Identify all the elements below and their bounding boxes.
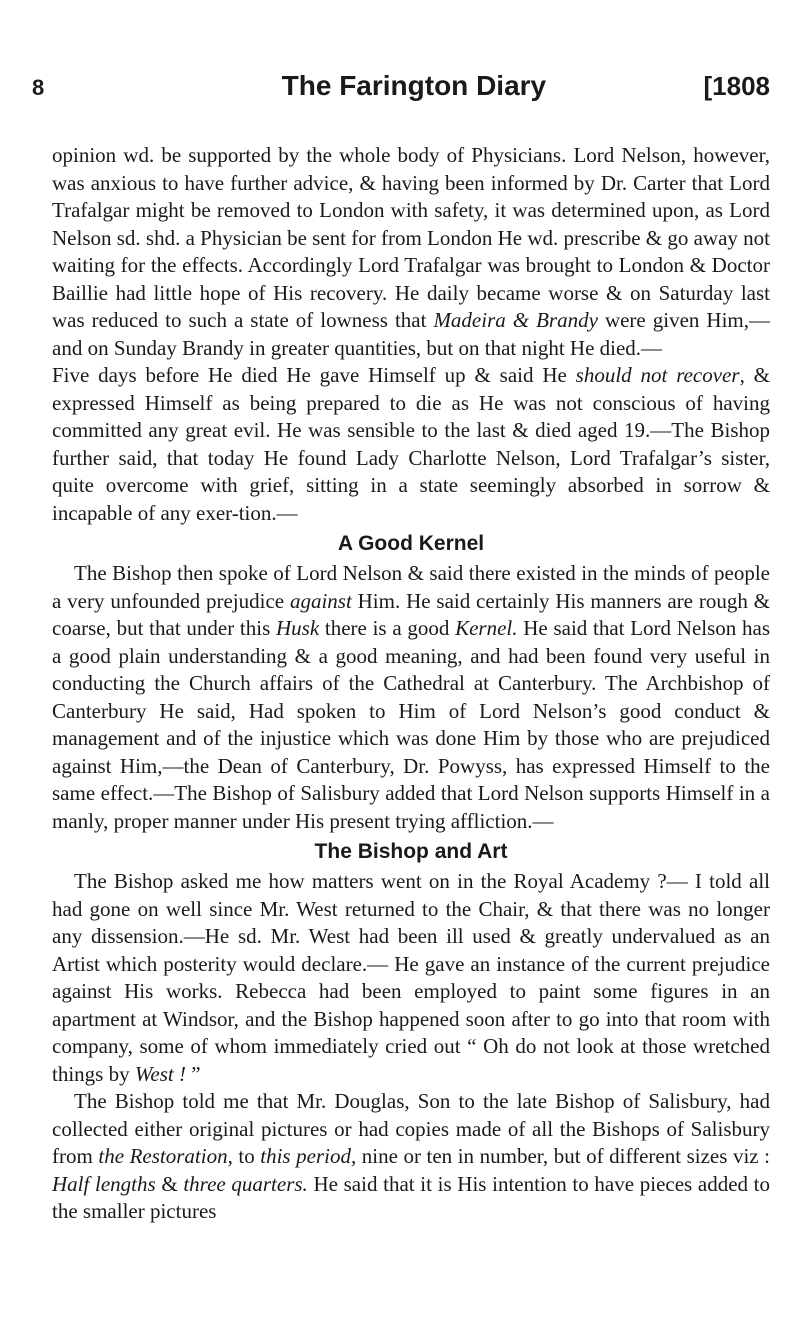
text-run: & bbox=[155, 1171, 184, 1196]
paragraph-2 bbox=[52, 362, 770, 527]
running-head bbox=[32, 70, 770, 110]
year-marker: [1808 bbox=[703, 71, 770, 101]
paragraph-1 bbox=[52, 142, 770, 362]
italic-text: against bbox=[289, 588, 352, 613]
text-run: Five days before He died He gave Himself up & said He bbox=[52, 363, 576, 387]
paragraph-5 bbox=[52, 1088, 770, 1226]
text-run: nine or ten in number, but of different sizes viz : bbox=[356, 1144, 770, 1168]
text-run: He said that Lord Nelson has a good plain understanding & a good meaning, and had been found very useful in conducting the Church affairs of the Cathedral at Canterbury. The Archbishop of Canterbury He said, Had spoken to Him of Lord Nelson’s good conduct & management and of the injustice which was done Him by those who are prejudiced against Him,—the Dean of Canterbury, Dr. Powyss, has expressed Himself to the same effect.—The Bishop of Salisbury added that Lord Nelson supports Himself in a manly, proper manner under His present trying affliction.— bbox=[52, 616, 770, 833]
italic-text: should not recover bbox=[575, 363, 740, 387]
text-run: to bbox=[232, 1144, 261, 1168]
paragraph-4 bbox=[52, 868, 770, 1088]
text-run: Him. He said certainly His manners are rough & coarse, but that under this bbox=[52, 588, 771, 640]
text-run: , & expressed Himself as being prepared to die as He was not conscious of having committed any great evil. He was sensible to the last & died aged 19.—The Bishop further said, that today He found Lady Charlotte Nelson, Lord Trafalgar’s sister, quite overcome with grief, sitting in a state seemingly absorbed in sorrow & incapable of any exer-tion.— bbox=[52, 363, 770, 525]
text-run: ” bbox=[185, 1061, 201, 1086]
italic-text: Half lengths bbox=[52, 1171, 156, 1196]
italic-text: Madeira & Brandy bbox=[433, 308, 598, 332]
italic-text: West ! bbox=[134, 1061, 186, 1086]
italic-text: this period, bbox=[260, 1144, 357, 1168]
text-run: The Bishop told me that Mr. Douglas, Son to the late Bishop of Salisbury, had collected either original pictures or had copies made of all the Bishops of Salisbury from bbox=[52, 1089, 770, 1168]
italic-text: the Restoration, bbox=[98, 1144, 233, 1168]
book-title: The Farington Diary bbox=[281, 70, 547, 101]
book-page bbox=[32, 70, 771, 1226]
paragraph-3 bbox=[52, 560, 770, 835]
text-run: opinion wd. be supported by the whole body of Physicians. Lord Nelson, however, was anxious to have further advice, & having been informed by Dr. Carter that Lord Trafalgar might be removed to London with safety, it was determined upon, as Lord Nelson sd. shd. a Physician be sent for from London He wd. prescribe & go away not waiting for the effects. Accordingly Lord Trafalgar was brought to London & Doctor Baillie had little hope of His recovery. He daily became worse & on Saturday last was reduced to such a state of lowness that bbox=[52, 143, 770, 332]
text-run: were given Him,—and on Sunday Brandy in greater quantities, but on that night He died.— bbox=[52, 308, 770, 360]
text-run: there is a good bbox=[319, 616, 456, 640]
text-run: The Bishop then spoke of Lord Nelson & said there existed in the minds of people a very unfounded prejudice bbox=[52, 561, 770, 613]
italic-text: Kernel. bbox=[455, 616, 518, 640]
section-heading-good-kernel: A Good Kernel bbox=[337, 532, 485, 555]
text-run: He said that it is His intention to have pieces added to the smaller pictures bbox=[52, 1171, 771, 1223]
text-run: The Bishop asked me how matters went on in the Royal Academy ?— I told all had gone on well since Mr. West returned to the Chair, & that there was no longer any dissension.—He sd. Mr. West had been ill used & greatly undervalued as an Artist which posterity would declare.— He gave an instance of the current prejudice against His works. Rebecca had been employed to paint some figures in an apartment at Windsor, and the Bishop happened soon after to go into that room with company, some of whom immediately cried out “ Oh do not look at those wretched things by bbox=[52, 869, 770, 1086]
section-heading-bishop-and-art: The Bishop and Art bbox=[314, 840, 508, 863]
page-number: 8 bbox=[32, 75, 45, 100]
italic-text: Husk bbox=[276, 616, 320, 640]
italic-text: three quarters. bbox=[183, 1171, 308, 1196]
